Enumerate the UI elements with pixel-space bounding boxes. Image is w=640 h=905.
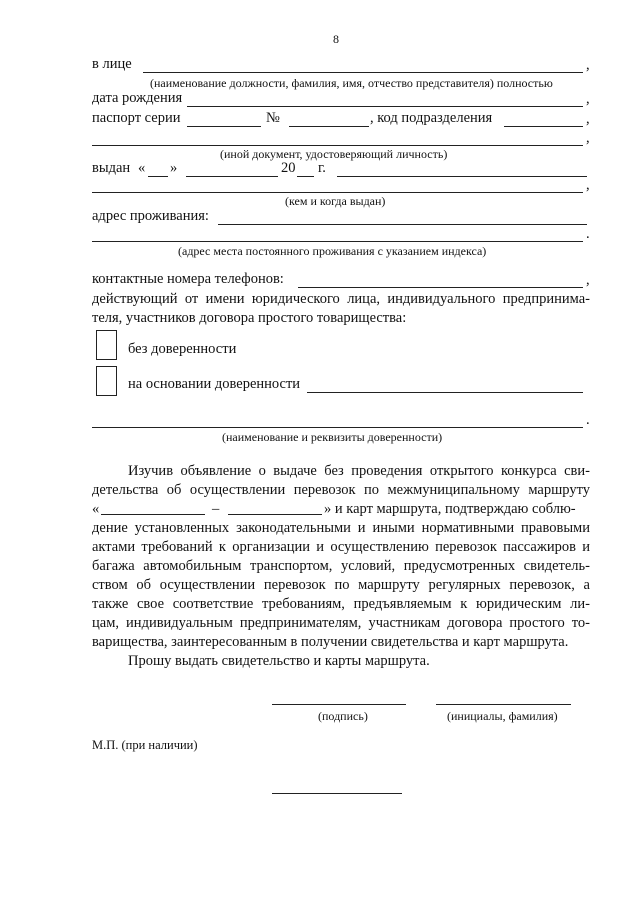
without-poa-checkbox[interactable]	[96, 330, 117, 360]
number-sign: №	[266, 110, 280, 126]
initials-hint: (инициалы, фамилия)	[447, 709, 558, 723]
poa-field[interactable]	[307, 392, 583, 393]
route-dash: –	[212, 501, 220, 517]
body-line: варищества, заинтересованным в получении свидетельства и карт маршрута.	[92, 634, 569, 650]
request-line: Прошу выдать свидетельство и карты маршрута.	[128, 653, 430, 669]
acting-line-1: действующий от имени юридического лица, индивидуального предпринима-	[92, 291, 590, 307]
body-line: ством об осуществлении перевозок по маршруту регулярных перевозок, а	[92, 577, 590, 593]
other-document-hint: (иной документ, удостоверяющий личность)	[220, 147, 448, 161]
initials-field[interactable]	[436, 704, 571, 705]
comma: ,	[586, 130, 590, 146]
quote-close: »	[170, 160, 178, 176]
division-code-label: , код подразделения	[370, 110, 493, 126]
route-to-field[interactable]	[228, 514, 322, 515]
year-suffix: г.	[318, 160, 326, 176]
address-hint: (адрес места постоянного проживания с указанием индекса)	[178, 244, 487, 258]
period: .	[586, 412, 590, 428]
route-from-field[interactable]	[101, 514, 205, 515]
comma: ,	[586, 91, 590, 107]
comma: ,	[586, 177, 590, 193]
body-line: дение установленных законодательными и иными нормативными правовыми	[92, 520, 590, 536]
issued-by-field[interactable]	[337, 176, 587, 177]
with-poa-label: на основании доверенности	[128, 376, 301, 392]
in-person-field[interactable]	[143, 72, 583, 73]
issued-label: выдан	[92, 160, 131, 176]
year-prefix: 20	[281, 160, 296, 176]
poa-details-field[interactable]	[92, 427, 583, 428]
body-line: цам, индивидуальным предпринимателям, участникам договора простого то-	[92, 615, 590, 631]
route-quote-open: «	[92, 501, 100, 517]
body-line: детельства об осуществлении перевозок по межмуниципальному маршруту	[92, 482, 590, 498]
signature-field[interactable]	[272, 704, 406, 705]
division-code-field[interactable]	[504, 126, 583, 127]
page-number: 8	[333, 32, 339, 46]
address-label: адрес проживания:	[92, 208, 209, 224]
birth-date-field[interactable]	[187, 106, 583, 107]
issued-year-field[interactable]	[297, 176, 314, 177]
passport-series-field[interactable]	[187, 126, 261, 127]
without-poa-label: без доверенности	[128, 341, 237, 357]
address-field[interactable]	[218, 224, 587, 225]
issued-day-field[interactable]	[148, 176, 168, 177]
issued-by-hint: (кем и когда выдан)	[285, 194, 386, 208]
period: .	[586, 226, 590, 242]
phones-label: контактные номера телефонов:	[92, 271, 284, 287]
bottom-line	[272, 793, 402, 794]
body-paragraph	[92, 462, 590, 671]
quote-open: «	[138, 160, 146, 176]
other-document-field[interactable]	[92, 145, 583, 146]
body-line: Изучив объявление о выдаче без проведения открытого конкурса сви-	[128, 463, 590, 479]
address-field-2[interactable]	[92, 241, 583, 242]
in-person-hint: (наименование должности, фамилия, имя, отчество представителя) полностью	[150, 76, 553, 90]
body-line: актами требований к организации и осуществлению перевозок пассажиров и	[92, 539, 590, 555]
body-line: багажа автомобильным транспортом, условий, предусмотренных свидетель-	[92, 558, 590, 574]
body-line: также свое соответствие требованиям, предъявляемым к юридическим ли-	[92, 596, 590, 612]
in-person-label: в лице	[92, 56, 132, 72]
issued-month-field[interactable]	[186, 176, 278, 177]
comma: ,	[586, 57, 590, 73]
signature-hint: (подпись)	[318, 709, 368, 723]
passport-number-field[interactable]	[289, 126, 369, 127]
poa-hint: (наименование и реквизиты доверенности)	[222, 430, 443, 444]
passport-series-label: паспорт серии	[92, 110, 181, 126]
comma: ,	[586, 111, 590, 127]
acting-line-2: теля, участников договора простого товарищества:	[92, 310, 407, 326]
stamp-label: М.П. (при наличии)	[92, 738, 198, 752]
comma: ,	[586, 272, 590, 288]
issued-by-field-2[interactable]	[92, 192, 583, 193]
route-tail: » и карт маршрута, подтверждаю соблю-	[324, 501, 576, 517]
phones-field[interactable]	[298, 287, 583, 288]
birth-date-label: дата рождения	[92, 90, 183, 106]
route-line	[92, 500, 590, 519]
with-poa-checkbox[interactable]	[96, 366, 117, 396]
